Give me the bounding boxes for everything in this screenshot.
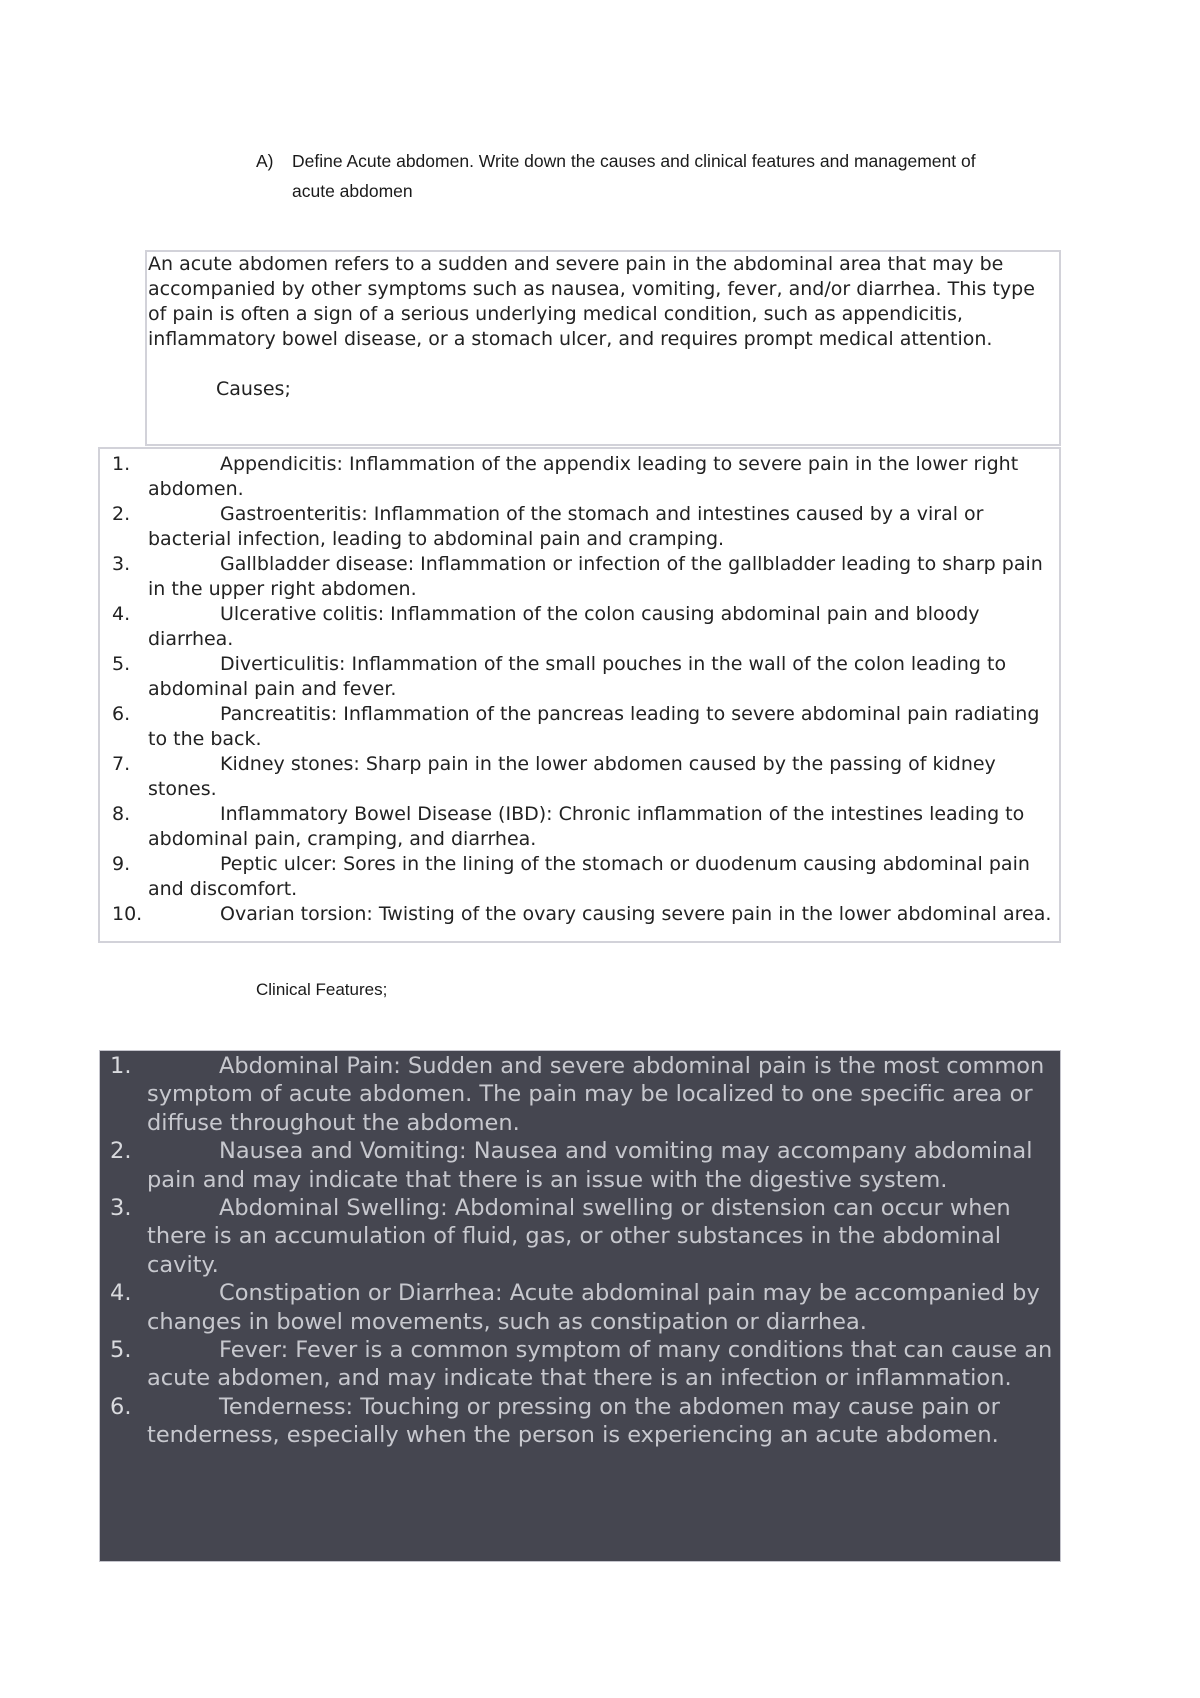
list-item [100,852,1059,902]
list-item-text: Gallbladder disease: Inflammation or infection of the gallbladder leading to sharp pain in the upper right abdomen. [148,553,1043,600]
list-item [100,1137,1060,1194]
list-item [100,702,1059,752]
list-item-number: 1. [112,453,131,475]
question-text: Define Acute abdomen. Write down the causes and clinical features and management of acute abdomen [292,151,976,201]
list-item-number: 6. [112,703,131,725]
list-item-number: 1. [110,1053,132,1079]
list-item-number: 4. [112,603,131,625]
list-item-text: Nausea and Vomiting: Nausea and vomiting may accompany abdominal pain and may indicate that there is an issue with the digestive system. [147,1138,1033,1193]
list-item [100,902,1059,927]
list-item-text: Constipation or Diarrhea: Acute abdominal pain may be accompanied by changes in bowel movements, such as constipation or diarrhea. [147,1280,1040,1335]
list-item-text: Abdominal Pain: Sudden and severe abdominal pain is the most common symptom of acute abdomen. The pain may be localized to one specific area or diffuse throughout the abdomen. [147,1053,1045,1136]
list-item [100,552,1059,602]
question-marker: A) [256,151,274,171]
causes-list [100,452,1059,927]
list-item-text: Diverticulitis: Inflammation of the small pouches in the wall of the colon leading to abdominal pain and fever. [148,653,1007,700]
causes-heading: Causes; [216,378,291,400]
list-item-number: 9. [112,853,131,875]
list-item-number: 7. [112,753,131,775]
list-item-text: Ulcerative colitis: Inflammation of the colon causing abdominal pain and bloody diarrhea. [148,603,980,650]
list-item-text: Pancreatitis: Inflammation of the pancreas leading to severe abdominal pain radiating to the back. [148,703,1040,750]
list-item-number: 2. [110,1138,132,1165]
definition-box [145,250,1061,446]
list-item [100,802,1059,852]
list-item-text: Gastroenteritis: Inflammation of the stomach and intestines caused by a viral or bacterial infection, leading to abdominal pain and cramping. [148,503,984,550]
definition-paragraph: An acute abdomen refers to a sudden and severe pain in the abdominal area that may be accompanied by other symptoms such as nausea, vomiting, fever, and/or diarrhea. This type of pain is often a sign of a serious underlying medical condition, such as appendicitis, inflammatory bowel disease, or a stomach ulcer, and requires prompt medical attention. [148,253,1035,350]
list-item-number: 10. [112,903,143,925]
list-item-number: 4. [110,1280,132,1307]
list-item [100,752,1059,802]
list-item-number: 2. [112,503,131,525]
list-item [100,1279,1060,1336]
list-item-number: 6. [110,1393,132,1420]
list-item [100,1393,1060,1450]
question-heading [256,146,976,206]
causes-box [98,447,1061,943]
list-item [100,1194,1060,1279]
clinical-features-heading: Clinical Features; [256,980,388,999]
list-item-number: 8. [112,803,131,825]
list-item [100,1052,1060,1137]
list-item-text: Fever: Fever is a common symptom of many conditions that can cause an acute abdomen, and may indicate that there is an infection or inflammation. [147,1337,1053,1392]
list-item-text: Tenderness: Touching or pressing on the abdomen may cause pain or tenderness, especially when the person is experiencing an acute abdomen. [147,1393,1000,1449]
list-item-text: Kidney stones: Sharp pain in the lower abdomen caused by the passing of kidney stones. [148,753,996,800]
list-item [100,652,1059,702]
list-item-text: Appendicitis: Inflammation of the appendix leading to severe pain in the lower right abdomen. [148,453,1019,500]
list-item-text: Abdominal Swelling: Abdominal swelling or distension can occur when there is an accumulation of fluid, gas, or other substances in the abdominal cavity. [147,1195,1011,1278]
list-item [100,1336,1060,1393]
list-item-text: Ovarian torsion: Twisting of the ovary causing severe pain in the lower abdominal area. [220,903,1052,925]
list-item [100,602,1059,652]
clinical-features-list [100,1052,1060,1450]
list-item-number: 5. [112,653,131,675]
list-item [100,502,1059,552]
list-item-text: Inflammatory Bowel Disease (IBD): Chronic inflammation of the intestines leading to abdominal pain, cramping, and diarrhea. [148,803,1025,850]
list-item-number: 3. [110,1195,132,1222]
list-item [100,452,1059,502]
list-item-number: 3. [112,553,131,575]
clinical-features-box [99,1050,1061,1562]
list-item-text: Peptic ulcer: Sores in the lining of the stomach or duodenum causing abdominal pain and discomfort. [148,853,1030,900]
list-item-number: 5. [110,1337,132,1364]
